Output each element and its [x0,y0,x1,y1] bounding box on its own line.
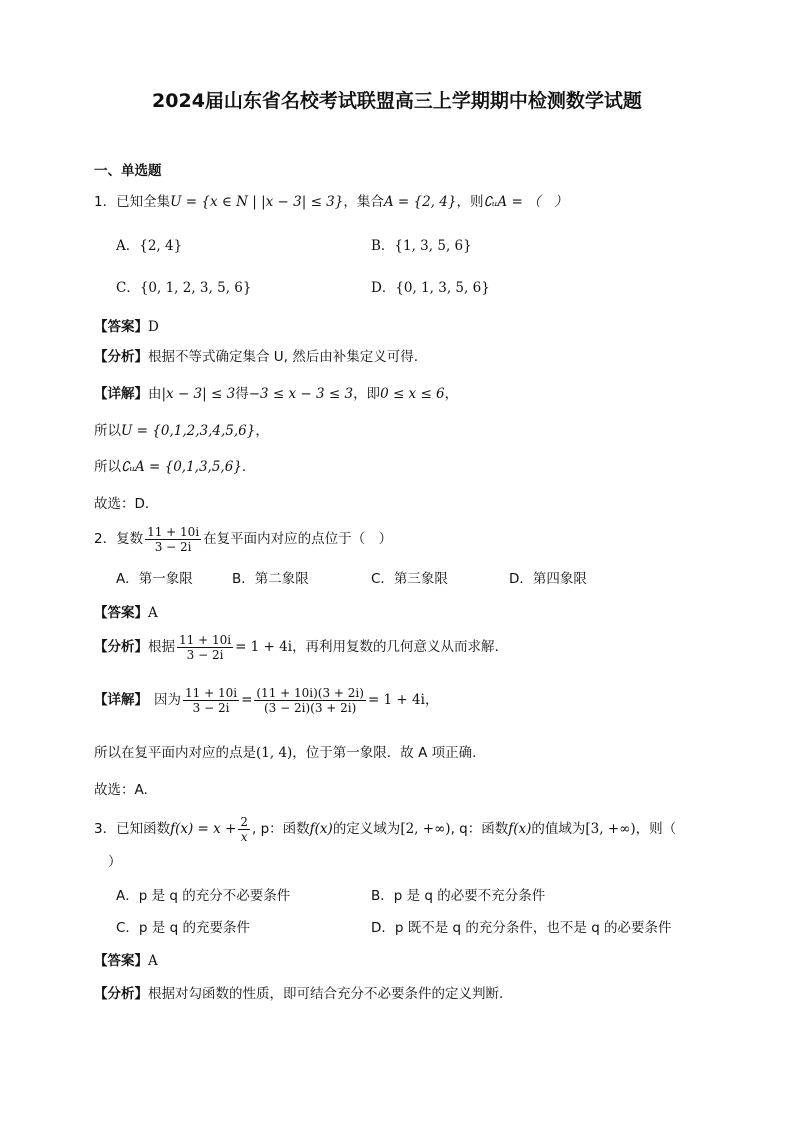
q2-frac-num: 11 + 10i [147,524,200,539]
q1-line3-a: 所以 [94,459,121,475]
analysis-tag: 【分析】 [94,639,148,655]
q3-stem-f: ，则（ [635,821,677,837]
q2-detail-num2: (11 + 10i)(3 + 2i) [256,685,364,700]
q2-line2-b: ，位于第一象限．故 A 项正确. [292,745,477,761]
q1-stem-b: ，集合 [343,194,384,210]
q3-option-b: B．p 是 q 的必要不充分条件 [371,888,546,904]
q3-fx: f(x) = x + [170,821,237,837]
answer-tag: 【答案】 [94,953,148,969]
q1-detail-m2: −3 ≤ x − 3 ≤ 3 [248,386,354,402]
q2-analysis-den: 3 − 2i [186,647,224,662]
q3-option-c: C．p 是 q 的充要条件 [116,920,250,936]
q3-option-a: A．p 是 q 的充分不必要条件 [116,888,291,904]
q2-line2-m: (1, 4) [256,745,293,761]
q1-complement: ∁ᵤA = （ ） [483,194,568,210]
q1-detail-m3: 0 ≤ x ≤ 6 [380,386,445,402]
q1-detail-line [94,384,458,404]
q3-fx3: f(x) [508,821,532,837]
q2-detail-b: ， [424,692,439,708]
q1-detail-m1: |x − 3| ≤ 3 [161,386,236,402]
analysis-tag: 【分析】 [94,349,148,365]
q1-analysis-line [94,347,418,367]
q1-stem-a: 1．已知全集 [94,194,171,210]
q1-answer-line [94,317,159,337]
q2-option-b: B．第二象限 [232,571,309,587]
q2-analysis-fraction [177,633,233,662]
q1-option-a: A．{2, 4} [116,238,183,254]
q1-line3-b: ． [241,459,256,475]
answer-tag: 【答案】 [94,319,148,335]
q1-detail-line-2 [94,421,269,441]
q2-analysis-a: 根据 [148,639,175,655]
q1-detail-b: 得 [235,386,249,402]
q2-analysis-b: ，再利用复数的几何意义从而求解. [292,639,499,655]
answer-tag: 【答案】 [94,605,148,621]
q2-detail-eq: = 1 + 4i [367,692,425,708]
q3-domain: [2, +∞) [400,821,451,837]
q2-stem-b: 在复平面内对应的点位于（ ） [203,531,393,547]
q2-detail-den1: 3 − 2i [192,700,230,715]
q1-detail-line-3 [94,457,255,477]
q1-line2-a: 所以 [94,423,121,439]
q2-line2-a: 所以在复平面内对应的点是 [94,745,256,761]
detail-tag: 【详解】 [94,692,148,708]
q2-detail-fraction-1 [183,686,239,715]
q3-answer: A [148,953,158,969]
q3-analysis-line [94,984,503,1004]
analysis-tag: 【分析】 [94,986,148,1002]
q1-choose: 故选：D． [94,496,159,512]
q2-fraction [145,525,201,554]
q1-option-b: B．{1, 3, 5, 6} [371,238,472,254]
q2-answer: A [148,605,158,621]
q2-option-a: A．第一象限 [116,571,193,587]
q1-set-u: U = {x ∈ N | |x − 3| ≤ 3} [170,194,344,210]
q2-analysis-num: 11 + 10i [179,632,232,647]
q2-detail-fraction-2 [254,686,366,715]
q2-detail-line-2 [94,743,476,763]
q1-option-c: C．{0, 1, 2, 3, 5, 6} [116,280,252,296]
q2-option-d: D．第四象限 [509,571,587,587]
question-2-stem [94,522,392,556]
q1-line2-m: U = {0,1,2,3,4,5,6} [121,423,256,439]
question-1-stem [94,192,568,212]
q1-answer: D [148,319,159,335]
q2-analysis-line [94,630,499,664]
q3-frac-den: x [240,829,248,844]
q2-choose: 故选：A. [94,782,148,798]
detail-tag: 【详解】 [94,386,148,402]
q1-line3-m: ∁ᵤA = {0,1,3,5,6} [121,459,242,475]
q3-fraction [238,815,250,844]
q2-detail-line: 【详解】 因为 $\frac{11 + 10i}{3 - 2i}$ = $\frac{(11 + 10i)(3 + 2i)}{(3 - 2i)(3 + 2i)}$ = 1 + 4i， [94,685,439,715]
q3-analysis: 根据对勾函数的性质，即可结合充分不必要条件的定义判断. [148,986,504,1002]
q3-answer-line [94,951,158,971]
q3-stem-close: ） [108,854,122,870]
q3-range: [3, +∞) [585,821,636,837]
q2-detail-num1: 11 + 10i [185,685,238,700]
q3-fx2: f(x) [309,821,333,837]
q1-detail-d: ， [444,386,459,402]
q2-analysis-eq: = 1 + 4i [235,639,293,655]
q3-stem-c: 的定义域为 [332,821,401,837]
q1-analysis: 根据不等式确定集合 U, 然后由补集定义可得. [148,349,419,365]
q2-stem-a: 2．复数 [94,531,144,547]
q3-stem-b: , p：函数 [252,821,310,837]
q3-stem-d: , q：函数 [450,821,509,837]
q1-set-a: A = {2, 4} [383,194,457,210]
q2-detail-a: 因为 [154,692,181,708]
q3-option-d: D．p 既不是 q 的充分条件，也不是 q 的必要条件 [371,920,672,936]
q1-stem-c: ，则 [456,194,484,210]
q2-frac-den: 3 − 2i [154,539,192,554]
q2-detail-den2: (3 − 2i)(3 + 2i) [264,700,357,715]
q3-frac-num: 2 [240,814,248,829]
q1-option-d: D．{0, 1, 3, 5, 6} [371,280,490,296]
q1-line2-b: ， [255,423,269,439]
q3-stem-e: 的值域为 [531,821,586,837]
section-heading: 一、单选题 [94,163,162,179]
q3-stem-a: 3．已知函数 [94,821,171,837]
q2-answer-line [94,603,158,623]
q2-option-c: C．第三象限 [371,571,448,587]
q1-detail-a: 由 [148,386,162,402]
q1-detail-c: ，即 [353,386,381,402]
question-3-stem [94,812,676,846]
document-title: 2024届山东省名校考试联盟高三上学期期中检测数学试题 [152,90,642,112]
